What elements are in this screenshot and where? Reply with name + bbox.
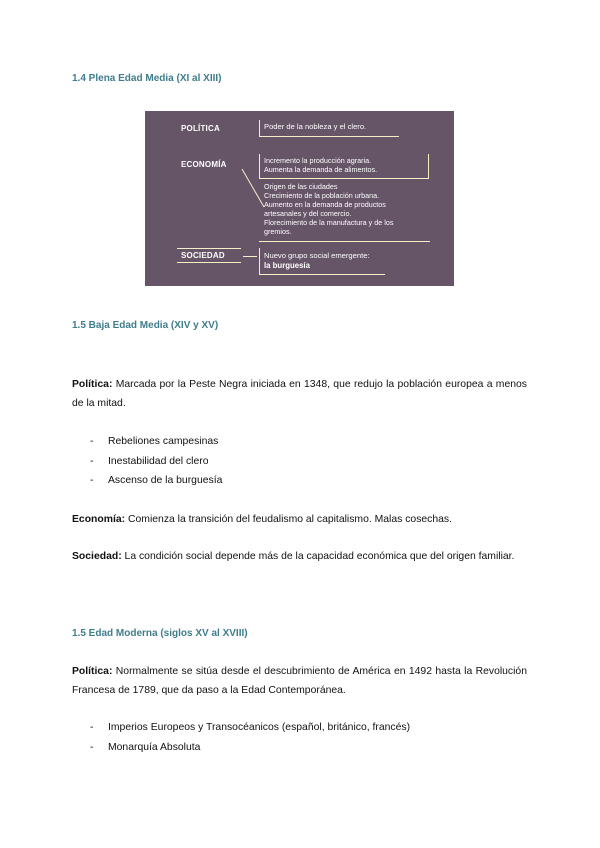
baja-sociedad-text: La condición social depende más de la capacidad económica que del origen familiar. bbox=[121, 551, 515, 562]
economia-list-line-5: Florecimiento de la manufactura y de los bbox=[264, 218, 394, 227]
economia-list-line-2: Crecimiento de la población urbana. bbox=[264, 191, 380, 200]
list-item-text: Imperios Europeos y Transocéanicos (español, británico, francés) bbox=[108, 722, 411, 733]
baja-politica-text: Marcada por la Peste Negra iniciada en 1348, que redujo la población europea a menos de la mitad. bbox=[72, 379, 527, 409]
list-item-text: Inestabilidad del clero bbox=[108, 455, 209, 467]
list-item-text: Monarquía Absoluta bbox=[108, 741, 201, 753]
list-item bbox=[90, 452, 222, 472]
moderna-politica-label: Política: bbox=[72, 666, 113, 677]
baja-economia-text: Comienza la transición del feudalismo al capitalismo. Malas cosechas. bbox=[125, 514, 453, 525]
economia-box-line-1: Incremento la producción agraria. bbox=[264, 156, 372, 165]
baja-politica-label: Política: bbox=[72, 379, 113, 390]
list-dash: - bbox=[90, 741, 94, 753]
diagram-label-sociedad: SOCIEDAD bbox=[181, 251, 225, 260]
list-item bbox=[90, 738, 410, 758]
list-item-text: Rebeliones campesinas bbox=[108, 436, 219, 447]
economia-list-line-4: artesanales y del comercio. bbox=[264, 209, 352, 218]
list-dash: - bbox=[90, 436, 94, 447]
baja-politica-list bbox=[90, 432, 222, 491]
list-dash: - bbox=[90, 475, 94, 486]
sociedad-connector-line bbox=[243, 256, 257, 257]
sociedad-text-line-1: Nuevo grupo social emergente: bbox=[264, 251, 370, 260]
economia-list-line-3: Aumento en la demanda de productos bbox=[264, 200, 386, 209]
diagram-plena-edad-media bbox=[145, 111, 454, 286]
sociedad-box-left-border bbox=[259, 248, 260, 274]
moderna-politica-paragraph bbox=[72, 662, 527, 700]
economia-box-line-2: Aumenta la demanda de alimentos. bbox=[264, 165, 378, 174]
baja-economia-paragraph bbox=[72, 510, 527, 529]
sociedad-label-top-rule bbox=[177, 248, 241, 249]
list-dash: - bbox=[90, 722, 94, 733]
sociedad-text-line-2: la burguesía bbox=[264, 261, 310, 270]
sociedad-box-bottom-border bbox=[259, 274, 385, 275]
section-heading-edad-moderna: 1.5 Edad Moderna (siglos XV al XVIII) bbox=[72, 628, 248, 639]
economia-list-line-1: Origen de las ciudades bbox=[264, 182, 338, 191]
baja-economia-label: Economía: bbox=[72, 514, 126, 525]
section-heading-plena-edad-media: 1.4 Plena Edad Media (XI al XIII) bbox=[72, 73, 222, 84]
list-dash: - bbox=[90, 455, 94, 467]
moderna-politica-list bbox=[90, 718, 410, 757]
list-item-text: Ascenso de la burguesía bbox=[108, 475, 223, 486]
baja-sociedad-label: Sociedad: bbox=[72, 551, 122, 562]
economia-list-bottom-border bbox=[259, 241, 430, 242]
diagram-label-economia: ECONOMÍA bbox=[181, 160, 227, 169]
list-item bbox=[90, 432, 222, 452]
baja-politica-paragraph bbox=[72, 375, 527, 413]
section-heading-baja-edad-media: 1.5 Baja Edad Media (XIV y XV) bbox=[72, 320, 219, 331]
moderna-politica-text: Normalmente se sitúa desde el descubrimiento de América en 1492 hasta la Revolución Francesa de 1789, que da paso a la Edad Contemporánea. bbox=[72, 666, 527, 696]
list-item bbox=[90, 471, 222, 491]
list-item bbox=[90, 718, 410, 738]
baja-sociedad-paragraph bbox=[72, 547, 527, 566]
economia-list-line-6: gremios. bbox=[264, 227, 292, 236]
politica-text: Poder de la nobleza y el clero. bbox=[264, 122, 367, 131]
sociedad-label-bottom-rule bbox=[177, 262, 241, 263]
diagram-label-politica: POLÍTICA bbox=[181, 124, 220, 133]
